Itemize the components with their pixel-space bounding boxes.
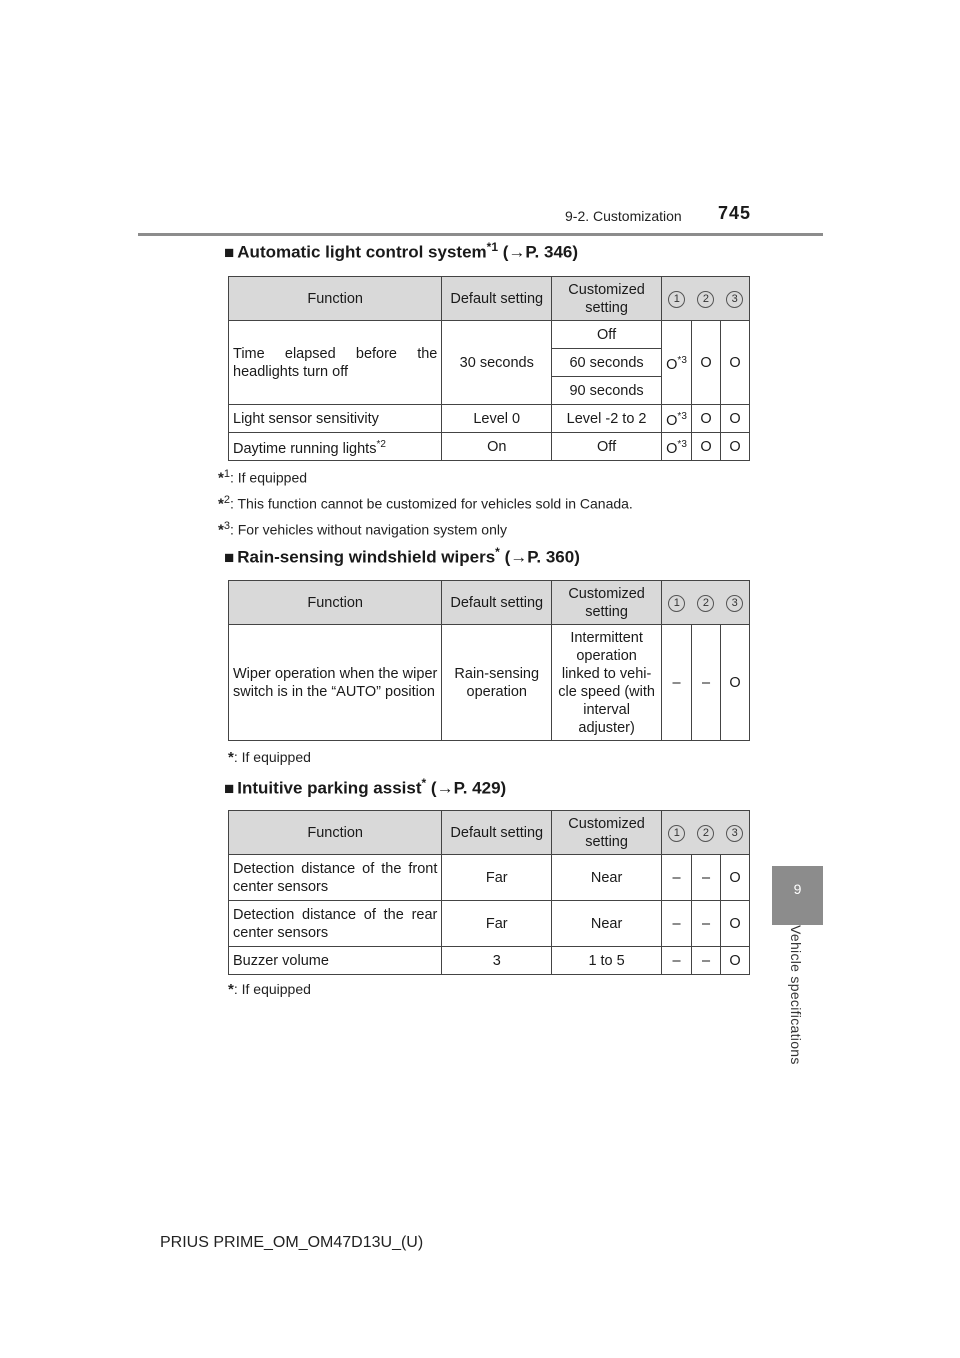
cell-c1: $O^{*3}$ bbox=[662, 405, 692, 433]
table-row bbox=[229, 405, 750, 433]
cell-default: Rain-sensing operation bbox=[442, 625, 552, 741]
page-reference[interactable]: (→P. 360) bbox=[504, 547, 580, 567]
cell-custom: Off bbox=[552, 321, 662, 349]
circled-1-icon: 1 bbox=[668, 595, 685, 612]
col-header-function: Function bbox=[229, 277, 442, 321]
cell-function: Daytime running lights$^{*2}$ bbox=[229, 433, 442, 461]
cell-c1: – bbox=[662, 901, 692, 947]
cell-c2: O bbox=[692, 433, 721, 461]
cell-c2: O bbox=[692, 405, 721, 433]
circled-1-icon: 1 bbox=[668, 825, 685, 842]
square-bullet-icon: ■ bbox=[224, 242, 235, 262]
cell-c3: O bbox=[720, 625, 749, 741]
cell-custom: 60 seconds bbox=[552, 349, 662, 377]
cell-c1: $O^{*3}$ bbox=[662, 433, 692, 461]
table-row bbox=[229, 855, 750, 901]
table-row bbox=[229, 433, 750, 461]
parking-assist-table bbox=[228, 810, 750, 975]
cell-c1: – bbox=[662, 947, 692, 975]
cell-c1: – bbox=[662, 625, 692, 741]
square-bullet-icon: ■ bbox=[224, 547, 235, 567]
footnote: *$^2$: This function cannot be customized for vehicles sold in Canada. bbox=[218, 494, 633, 513]
cell-custom: Off bbox=[552, 433, 662, 461]
col-header-function: Function bbox=[229, 581, 442, 625]
circled-2-icon: 2 bbox=[697, 291, 714, 308]
square-bullet-icon: ■ bbox=[224, 778, 235, 798]
section-heading-light-control: ■ Automatic light control system$^{*1}$ (→P. 346) bbox=[224, 240, 579, 262]
cell-function: Detection distance of the front center sensors bbox=[229, 855, 442, 901]
cell-c1: $O^{*3}$ bbox=[662, 321, 692, 405]
circled-3-icon: 3 bbox=[726, 825, 743, 842]
circled-2-icon: 2 bbox=[697, 825, 714, 842]
chapter-tab-number: 9 bbox=[793, 881, 802, 897]
table-row bbox=[229, 947, 750, 975]
col-header-default: Default setting bbox=[442, 811, 552, 855]
cell-default: 3 bbox=[442, 947, 552, 975]
cell-custom: Level -2 to 2 bbox=[552, 405, 662, 433]
footnote: *$^1$: If equipped bbox=[218, 468, 308, 487]
cell-function: Time elapsed before the headlights turn off bbox=[229, 321, 442, 405]
table-row bbox=[229, 625, 750, 741]
cell-c3: O bbox=[720, 855, 749, 901]
cell-c3: O bbox=[720, 405, 749, 433]
cell-c2: O bbox=[692, 321, 721, 405]
circled-1-icon: 1 bbox=[668, 291, 685, 308]
cell-c3: O bbox=[720, 433, 749, 461]
col-header-default: Default setting bbox=[442, 277, 552, 321]
section-heading-wipers: ■ Rain-sensing windshield wipers* (→P. 360) bbox=[224, 545, 580, 567]
col-header-custom: Customized setting bbox=[552, 581, 662, 625]
cell-custom: 1 to 5 bbox=[552, 947, 662, 975]
footnote: *$^3$: For vehicles without navigation system only bbox=[218, 520, 507, 539]
section-title: 9-2. Customization bbox=[565, 208, 682, 224]
table-row bbox=[229, 901, 750, 947]
cell-c2: – bbox=[692, 947, 721, 975]
footnote: *: If equipped bbox=[228, 981, 311, 998]
cell-function: Detection distance of the rear center sensors bbox=[229, 901, 442, 947]
table-header-row bbox=[229, 581, 750, 625]
cell-c2: – bbox=[692, 901, 721, 947]
light-control-table bbox=[228, 276, 750, 461]
col-header-custom: Customized setting bbox=[552, 277, 662, 321]
cell-custom: Intermittent operation linked to vehi- cle speed (with interval adjuster) bbox=[552, 625, 662, 741]
footnote: *: If equipped bbox=[228, 749, 311, 766]
chapter-tab-label: Vehicle specifications bbox=[788, 925, 804, 1065]
cell-function: Light sensor sensitivity bbox=[229, 405, 442, 433]
section-heading-parking-assist: ■ Intuitive parking assist* (→P. 429) bbox=[224, 776, 507, 798]
circled-3-icon: 3 bbox=[726, 595, 743, 612]
col-header-function: Function bbox=[229, 811, 442, 855]
page-reference[interactable]: (→P. 429) bbox=[430, 778, 507, 798]
cell-default: Far bbox=[442, 901, 552, 947]
circled-3-icon: 3 bbox=[726, 291, 743, 308]
cell-function: Buzzer volume bbox=[229, 947, 442, 975]
wipers-table bbox=[228, 580, 750, 741]
table-row bbox=[229, 321, 750, 349]
cell-c3: O bbox=[720, 321, 749, 405]
cell-default: Level 0 bbox=[442, 405, 552, 433]
cell-custom: 90 seconds bbox=[552, 377, 662, 405]
cell-c3: O bbox=[720, 947, 749, 975]
cell-c2: – bbox=[692, 625, 721, 741]
col-header-custom: Customized setting bbox=[552, 811, 662, 855]
cell-default: 30 seconds bbox=[442, 321, 552, 405]
cell-default: On bbox=[442, 433, 552, 461]
header-divider bbox=[138, 233, 823, 236]
page-reference[interactable]: (→P. 346) bbox=[502, 242, 579, 262]
document-footer: PRIUS PRIME_OM_OM47D13U_(U) bbox=[160, 1234, 424, 1251]
cell-c3: O bbox=[720, 901, 749, 947]
cell-c1: – bbox=[662, 855, 692, 901]
table-header-row bbox=[229, 811, 750, 855]
cell-custom: Near bbox=[552, 901, 662, 947]
cell-default: Far bbox=[442, 855, 552, 901]
col-header-default: Default setting bbox=[442, 581, 552, 625]
circled-2-icon: 2 bbox=[697, 595, 714, 612]
cell-function: Wiper operation when the wiper switch is in the “AUTO” position bbox=[229, 625, 442, 741]
cell-c2: – bbox=[692, 855, 721, 901]
cell-custom: Near bbox=[552, 855, 662, 901]
page-number: 745 bbox=[718, 203, 752, 223]
table-header-row bbox=[229, 277, 750, 321]
